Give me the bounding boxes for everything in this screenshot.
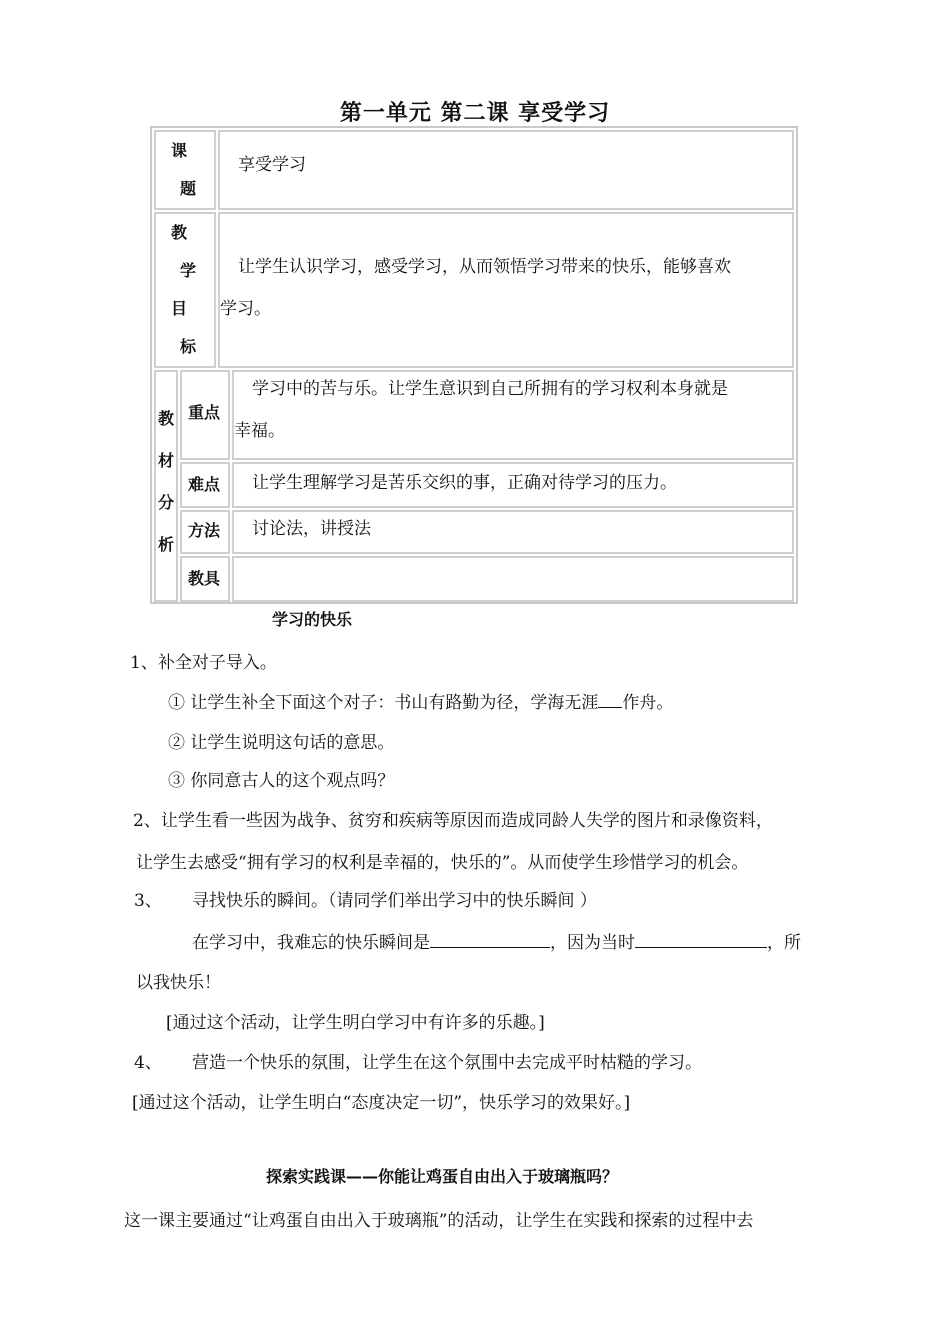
section-title-egg-bottle: 探索实践课——你能让鸡蛋自由出入于玻璃瓶吗？ <box>266 1167 619 1186</box>
analysis-label-cell <box>154 370 178 602</box>
goal-label-2: 学 <box>179 261 196 280</box>
fill-part-b: ，因为当时 <box>550 933 635 953</box>
item-3-line-2: 以我快乐！ <box>136 973 221 993</box>
section-title-learning-joy: 学习的快乐 <box>272 610 353 629</box>
topic-label-1: 课 <box>170 141 187 160</box>
tools-value-cell <box>232 556 794 602</box>
analysis-label-3: 分 <box>157 493 174 512</box>
item-1: 1、补全对子导入。 <box>130 653 277 673</box>
method-label: 方法 <box>188 521 221 540</box>
item-3-note: [通过这个活动，让学生明白学习中有许多的乐趣。] <box>166 1013 545 1033</box>
goal-label-cell <box>154 212 216 368</box>
item-1a-text: ① 让学生补全下面这个对子：书山有路勤为径，学海无涯 <box>168 693 599 713</box>
item-4-note: [通过这个活动，让学生明白“态度决定一切”，快乐学习的效果好。] <box>132 1093 631 1113</box>
topic-label-2: 题 <box>179 179 196 198</box>
tools-label: 教具 <box>188 569 221 588</box>
item-3-fill-line <box>192 928 801 953</box>
key-line-2: 幸福。 <box>234 421 285 441</box>
reason-blank <box>635 929 767 948</box>
fill-part-c: ，所 <box>767 933 801 953</box>
method-value-cell <box>232 510 794 554</box>
key-value-cell <box>232 370 794 460</box>
key-line-1: 学习中的苦与乐。让学生意识到自己所拥有的学习权利本身就是 <box>252 379 728 399</box>
topic-value: 享受学习 <box>238 155 306 175</box>
tools-label-cell <box>180 556 230 602</box>
topic-value-cell <box>218 130 794 210</box>
method-value: 讨论法，讲授法 <box>252 519 371 539</box>
couplet-blank <box>598 689 622 708</box>
fill-part-a: 在学习中，我难忘的快乐瞬间是 <box>192 933 430 953</box>
moment-blank <box>430 929 550 948</box>
goal-label-4: 标 <box>179 337 196 356</box>
goal-line-1: 让学生认识学习，感受学习，从而领悟学习带来的快乐，能够喜欢 <box>238 257 731 277</box>
item-1a <box>168 688 673 713</box>
difficulty-value-cell <box>232 462 794 508</box>
analysis-label-2: 材 <box>157 451 174 470</box>
goal-label-1: 教 <box>170 223 187 242</box>
item-2-line-2: 让学生去感受“拥有学习的权利是幸福的，快乐的”。从而使学生珍惜学习的机会。 <box>136 853 749 873</box>
goal-value-cell <box>218 212 794 368</box>
difficulty-label: 难点 <box>188 475 221 494</box>
difficulty-value: 让学生理解学习是苦乐交织的事，正确对待学习的压力。 <box>252 473 677 493</box>
analysis-label-1: 教 <box>157 409 174 428</box>
difficulty-label-cell <box>180 462 230 508</box>
key-label-cell <box>180 370 230 460</box>
section-2-paragraph-line-1: 这一课主要通过“让鸡蛋自由出入于玻璃瓶”的活动，让学生在实践和探索的过程中去 <box>124 1211 754 1231</box>
lesson-table <box>150 126 798 604</box>
item-1b: ② 让学生说明这句话的意思。 <box>168 733 395 753</box>
page-title: 第一单元 第二课 享受学习 <box>339 101 611 126</box>
key-label: 重点 <box>188 403 221 422</box>
goal-label-3: 目 <box>170 299 187 318</box>
goal-line-2: 学习。 <box>220 299 271 319</box>
item-4-number: 4、 <box>134 1053 162 1073</box>
item-4-text: 营造一个快乐的氛围，让学生在这个氛围中去完成平时枯糙的学习。 <box>192 1053 702 1073</box>
item-1a-end: 作舟。 <box>622 693 674 713</box>
item-2-line-1: 2、让学生看一些因为战争、贫穷和疾病等原因而造成同龄人失学的图片和录像资料， <box>133 811 773 831</box>
item-1c: ③ 你同意古人的这个观点吗？ <box>168 771 395 791</box>
method-label-cell <box>180 510 230 554</box>
item-3-number: 3、 <box>134 891 162 911</box>
analysis-label-4: 析 <box>157 535 174 554</box>
topic-label-cell <box>154 130 216 210</box>
item-3-text: 寻找快乐的瞬间。（请同学们举出学习中的快乐瞬间 ） <box>192 891 597 911</box>
